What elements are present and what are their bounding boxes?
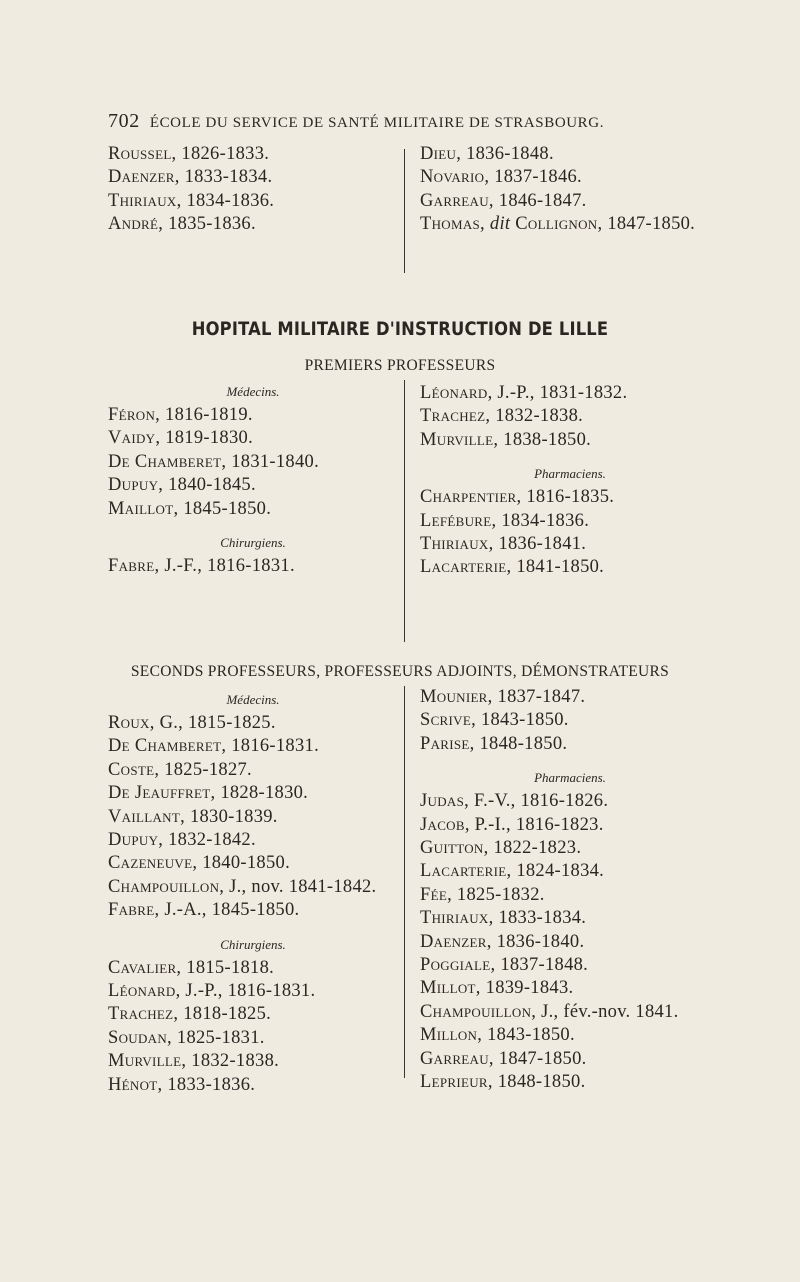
premiers-chirurgiens-continued xyxy=(420,382,720,452)
list-item xyxy=(108,1050,398,1073)
service-years: J.-P., 1831-1832. xyxy=(492,383,628,403)
premiers-right-column xyxy=(420,380,720,580)
person-name: Thiriaux, xyxy=(420,534,494,555)
person-name: Parise, xyxy=(420,733,475,754)
service-years: 1838-1850. xyxy=(498,429,592,450)
service-years: 1836-1840. xyxy=(491,931,585,952)
person-name: Charpentier, xyxy=(420,487,522,508)
list-item xyxy=(420,382,720,405)
service-years: 1816-1835. xyxy=(521,487,615,508)
medecins-label: Médecins. xyxy=(226,384,280,399)
service-years: 1832-1838. xyxy=(490,406,584,427)
service-years: J., nov. 1841-1842. xyxy=(224,876,377,897)
person-name: Guitton, xyxy=(420,838,489,859)
list-item xyxy=(108,166,398,189)
list-item xyxy=(420,1001,720,1024)
list-item xyxy=(420,931,720,954)
list-item xyxy=(420,143,720,166)
seconds-section xyxy=(108,686,708,1246)
list-item xyxy=(108,498,398,521)
list-item xyxy=(420,533,720,556)
service-years: 1828-1830. xyxy=(215,783,309,804)
person-name: Lacarterie, xyxy=(420,557,512,578)
top-right-column xyxy=(420,143,720,237)
person-name: Cazeneuve, xyxy=(108,853,198,874)
person-name: Garreau, xyxy=(420,190,494,211)
person-name: Fabre, xyxy=(108,900,160,921)
chirurgiens-label: Chirurgiens. xyxy=(220,535,286,551)
service-years: 1836-1848. xyxy=(461,144,554,164)
list-item xyxy=(420,884,720,907)
service-years: 1841-1850. xyxy=(511,557,605,578)
person-name: De Jeauffret, xyxy=(108,783,216,804)
person-name: Cavalier, xyxy=(108,957,182,978)
service-years: 1839-1843. xyxy=(480,978,574,999)
hospital-title: HOPITAL MILITAIRE D'INSTRUCTION DE LILLE xyxy=(191,318,609,340)
service-years: 1833-1836. xyxy=(162,1074,256,1095)
person-name: Murville, xyxy=(108,1051,187,1072)
person-name: Dieu, xyxy=(420,144,462,164)
premiers-heading: PREMIERS PROFESSEURS xyxy=(304,357,496,374)
person-name: Soudan, xyxy=(108,1027,172,1048)
pharmaciens-label: Pharmaciens. xyxy=(534,466,606,482)
premiers-section xyxy=(108,380,708,620)
list-item xyxy=(108,876,398,899)
person-name: Maillot, xyxy=(108,498,179,519)
person-name: Trachez, xyxy=(420,406,491,427)
service-years: 1819-1830. xyxy=(160,428,253,449)
person-name: De Chamberet, xyxy=(108,736,227,757)
person-name: Féron, xyxy=(108,405,161,425)
person-name: Garreau, xyxy=(420,1048,494,1069)
service-years: P.-I., 1816-1823. xyxy=(469,814,604,835)
service-years: 1831-1840. xyxy=(226,451,320,472)
list-item xyxy=(108,404,398,427)
person-name: Roux, xyxy=(108,713,155,733)
service-years: 1846-1847. xyxy=(493,190,587,211)
service-years: 1843-1850. xyxy=(476,710,569,731)
list-item xyxy=(108,1027,398,1050)
person-name: Novario, xyxy=(420,167,490,188)
page-number: 702 xyxy=(108,110,140,132)
list-item xyxy=(420,1071,720,1094)
service-years: 1825-1832. xyxy=(452,884,545,905)
person-name: Dupuy, xyxy=(108,475,164,496)
person-name: Jacob, xyxy=(420,814,470,835)
list-item xyxy=(420,709,720,732)
person-name: Champouillon, xyxy=(108,876,225,897)
running-head-title: ÉCOLE DU SERVICE DE SANTÉ MILITAIRE DE STRASBOURG. xyxy=(149,115,605,131)
running-head xyxy=(108,110,708,133)
list-item xyxy=(108,190,398,213)
list-item xyxy=(108,806,398,829)
service-years: 1848-1850. xyxy=(474,733,568,754)
column-divider xyxy=(404,686,405,1078)
list-item xyxy=(420,977,720,1000)
person-name: Hénot, xyxy=(108,1074,163,1095)
service-years: 1835-1836. xyxy=(163,214,256,235)
service-years: 1818-1825. xyxy=(178,1004,272,1025)
person-name: Roussel, xyxy=(108,144,177,164)
person-name: Thiriaux, xyxy=(420,908,494,929)
list-item xyxy=(420,213,720,236)
seconds-pharmaciens-list xyxy=(420,790,720,1094)
service-years: 1847-1850. xyxy=(602,214,696,235)
person-name: Leprieur, xyxy=(420,1072,493,1093)
service-years: 1845-1850. xyxy=(178,498,272,519)
person-name: Léonard, xyxy=(420,383,493,403)
list-item xyxy=(108,957,398,980)
chirurgiens-label: Chirurgiens. xyxy=(220,936,286,952)
list-item xyxy=(420,733,720,756)
person-alias: Collignon, xyxy=(515,214,603,235)
seconds-medecins-list xyxy=(108,712,398,923)
list-item xyxy=(420,814,720,837)
person-name: Scrive, xyxy=(420,710,477,731)
list-item xyxy=(420,954,720,977)
service-years: J.-F., 1816-1831. xyxy=(159,556,295,577)
service-years: 1824-1834. xyxy=(511,861,605,882)
service-years: G., 1815-1825. xyxy=(154,713,276,733)
premiers-medecins-list xyxy=(108,404,398,521)
list-item xyxy=(108,474,398,497)
person-name: Fée, xyxy=(420,884,452,905)
service-years: 1847-1850. xyxy=(493,1048,587,1069)
list-item xyxy=(108,782,398,805)
service-years: 1837-1848. xyxy=(495,955,589,976)
name-connector: dit xyxy=(484,214,516,235)
list-item xyxy=(420,907,720,930)
premiers-pharmaciens-list xyxy=(420,486,720,580)
column-divider xyxy=(404,149,405,273)
person-name: Poggiale, xyxy=(420,955,496,976)
person-name: Millot, xyxy=(420,978,481,999)
service-years: 1834-1836. xyxy=(496,510,590,531)
service-years: 1840-1850. xyxy=(197,853,290,874)
service-years: 1837-1847. xyxy=(492,687,586,707)
service-years: 1832-1842. xyxy=(163,830,256,851)
service-years: 1822-1823. xyxy=(488,838,582,859)
premiers-left-column xyxy=(108,380,398,578)
list-item xyxy=(420,190,720,213)
list-item xyxy=(108,1003,398,1026)
column-divider xyxy=(404,380,405,642)
list-item xyxy=(420,1024,720,1047)
service-years: 1840-1845. xyxy=(163,475,256,496)
person-name: Daenzer, xyxy=(108,167,180,188)
person-name: Dupuy, xyxy=(108,830,164,851)
person-name: Judas, xyxy=(420,791,470,812)
list-item xyxy=(108,143,398,166)
person-name: Murville, xyxy=(420,429,499,450)
service-years: 1836-1841. xyxy=(493,534,587,555)
seconds-right-column xyxy=(420,686,720,1095)
top-left-column xyxy=(108,143,398,237)
list-item xyxy=(420,686,720,709)
list-item xyxy=(420,1048,720,1071)
list-item xyxy=(108,555,398,578)
service-years: 1848-1850. xyxy=(492,1072,586,1093)
service-years: 1825-1827. xyxy=(159,759,252,780)
list-item xyxy=(108,829,398,852)
list-item xyxy=(108,980,398,1003)
service-years: 1832-1838. xyxy=(186,1051,280,1072)
list-item xyxy=(420,166,720,189)
person-name: Coste, xyxy=(108,759,160,780)
service-years: 1816-1819. xyxy=(160,405,253,425)
seconds-chirurgiens-list xyxy=(108,957,398,1097)
list-item xyxy=(108,213,398,236)
list-item xyxy=(108,852,398,875)
service-years: 1816-1831. xyxy=(226,736,320,757)
list-item xyxy=(108,427,398,450)
service-years: 1833-1834. xyxy=(179,167,273,188)
person-name: Thiriaux, xyxy=(108,190,182,211)
service-years: 1834-1836. xyxy=(181,190,275,211)
service-years: J.-P., 1816-1831. xyxy=(180,981,316,1002)
service-years: 1833-1834. xyxy=(493,908,587,929)
list-item xyxy=(420,860,720,883)
list-item xyxy=(420,510,720,533)
service-years: 1825-1831. xyxy=(171,1027,265,1048)
person-name: Trachez, xyxy=(108,1004,179,1025)
service-years: 1826-1833. xyxy=(176,144,270,164)
list-item xyxy=(420,429,720,452)
seconds-chirurgiens-continued xyxy=(420,686,720,756)
person-name: Millon, xyxy=(420,1025,483,1046)
service-years: 1843-1850. xyxy=(482,1025,575,1046)
list-item xyxy=(108,712,398,735)
service-years: J.-A., 1845-1850. xyxy=(159,900,300,921)
list-item xyxy=(420,837,720,860)
person-name: Vaillant, xyxy=(108,806,186,827)
list-item xyxy=(420,405,720,428)
list-item xyxy=(420,486,720,509)
person-name: Lacarterie, xyxy=(420,861,512,882)
seconds-heading: SECONDS PROFESSEURS, PROFESSEURS ADJOINTS, DÉMONSTRATEURS xyxy=(130,663,670,680)
top-block xyxy=(108,143,708,243)
person-name: Mounier, xyxy=(420,687,493,707)
pharmaciens-label: Pharmaciens. xyxy=(534,770,606,786)
list-item xyxy=(108,735,398,758)
person-name: De Chamberet, xyxy=(108,451,227,472)
person-name: Lefébure, xyxy=(420,510,497,531)
list-item xyxy=(108,759,398,782)
premiers-chirurgiens-list xyxy=(108,555,398,578)
seconds-left-column xyxy=(108,686,398,1097)
list-item xyxy=(108,1074,398,1097)
person-name: Champouillon, xyxy=(420,1001,537,1022)
person-name: André, xyxy=(108,214,164,235)
list-item xyxy=(108,899,398,922)
person-name: Thomas, xyxy=(420,214,485,235)
medecins-label: Médecins. xyxy=(226,692,280,707)
service-years: 1830-1839. xyxy=(185,806,278,827)
service-years: 1815-1818. xyxy=(181,957,275,978)
service-years: F.-V., 1816-1826. xyxy=(469,791,609,812)
person-name: Daenzer, xyxy=(420,931,492,952)
person-name: Léonard, xyxy=(108,981,181,1002)
service-years: 1837-1846. xyxy=(489,167,582,188)
list-item xyxy=(420,790,720,813)
person-name: Vaidy, xyxy=(108,428,161,449)
list-item xyxy=(108,451,398,474)
service-years: J., fév.-nov. 1841. xyxy=(536,1001,679,1022)
list-item xyxy=(420,556,720,579)
person-name: Fabre, xyxy=(108,556,160,577)
